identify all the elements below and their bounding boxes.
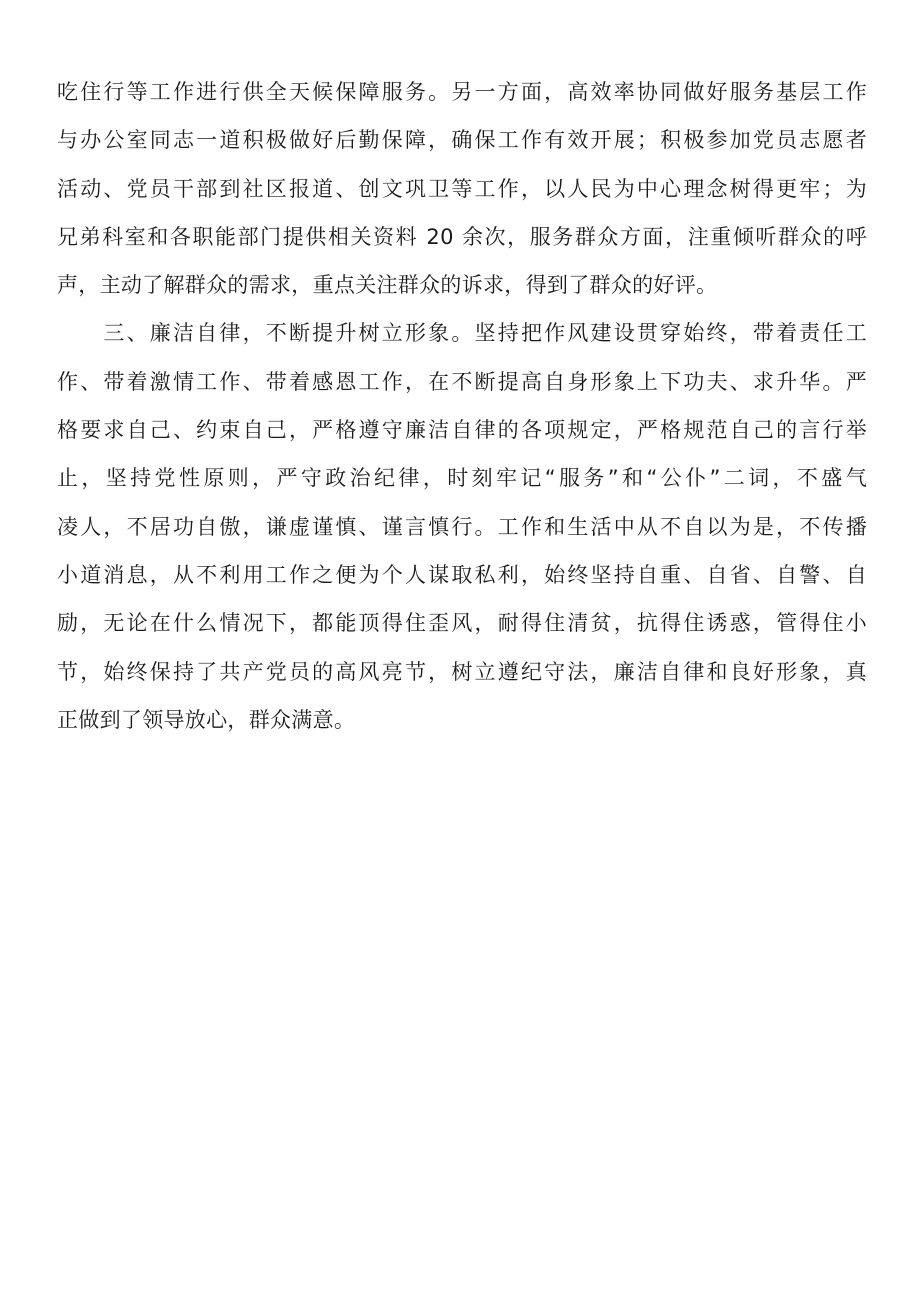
text-line: 活动、党员干部到社区报道、创文巩卫等工作，以人民为中心理念树得更牢；为: [57, 176, 867, 201]
paragraph-integrity: [57, 309, 867, 744]
document-body: [57, 68, 867, 744]
text-line: 止，坚持党性原则，严守政治纪律，时刻牢记“服务”和“公仆”二词，不盛气: [57, 466, 867, 491]
text-line: 声，主动了解群众的需求，重点关注群众的诉求，得到了群众的好评。: [57, 273, 718, 298]
text-line: 小道消息，从不利用工作之便为个人谋取私利，始终坚持自重、自省、自警、自: [57, 562, 867, 587]
text-line: 作、带着激情工作、带着感恩工作，在不断提高自身形象上下功夫、求升华。严: [57, 369, 867, 394]
text-line: 兄弟科室和各职能部门提供相关资料 20 余次，服务群众方面，注重倾听群众的呼: [57, 224, 867, 249]
text-line: 励，无论在什么情况下，都能顶得住歪风，耐得住清贫，抗得住诱惑，管得住小: [57, 611, 867, 636]
text-line: 吃住行等工作进行供全天候保障服务。另一方面，高效率协同做好服务基层工作: [57, 80, 867, 104]
text-line: 凌人，不居功自傲，谦虚谨慎、谨言慎行。工作和生活中从不自以为是，不传播: [57, 514, 867, 539]
text-line: 三、廉洁自律，不断提升树立形象。坚持把作风建设贯穿始终，带着责任工: [57, 321, 867, 346]
text-line: 格要求自己、约束自己，严格遵守廉洁自律的各项规定，严格规范自己的言行举: [57, 418, 867, 443]
paragraph-service: [57, 68, 867, 309]
text-line: 与办公室同志一道积极做好后勤保障，确保工作有效开展；积极参加党员志愿者: [57, 128, 867, 153]
text-line: 节，始终保持了共产党员的高风亮节，树立遵纪守法，廉洁自律和良好形象，真: [57, 659, 867, 684]
text-line: 正做到了领导放心，群众满意。: [57, 707, 356, 732]
